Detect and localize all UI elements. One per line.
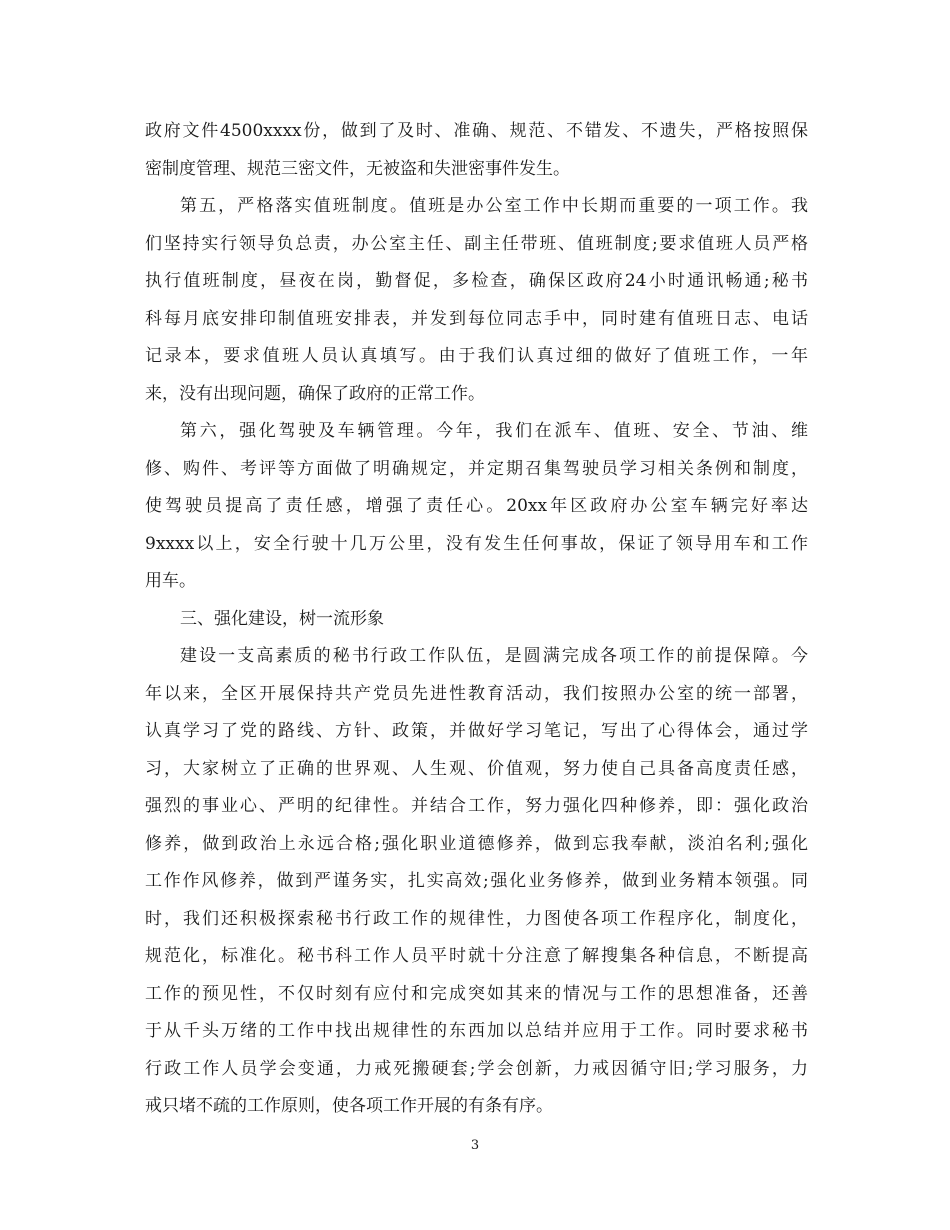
text-line: 认真学习了党的路线、方针、政策，并做好学习笔记，写出了心得体会，通过学 [145, 721, 808, 741]
text-line: 第五，严格落实值班制度。值班是办公室工作中长期而重要的一项工作。我 [180, 196, 808, 216]
text-line: 于从千头万绪的工作中找出规律性的东西加以总结并应用于工作。同时要求秘书 [145, 1021, 808, 1041]
text-line: 修、购件、考评等方面做了明确规定，并定期召集驾驶员学习相关条例和制度， [145, 458, 808, 479]
text-line: 密制度管理、规范三密文件，无被盗和失泄密事件发生。 [145, 158, 570, 179]
text-line: 记录本，要求值班人员认真填写。由于我们认真过细的做好了值班工作，一年 [145, 346, 808, 366]
text-line: 来，没有出现问题，确保了政府的正常工作。 [145, 383, 485, 404]
text-line: 执行值班制度，昼夜在岗，勤督促，多检查，确保区政府24小时通讯畅通;秘书 [145, 271, 808, 291]
text-line: 政府文件4500xxxx份，做到了及时、准确、规范、不错发、不遗失，严格按照保 [145, 121, 808, 141]
text-line: 建设一支高素质的秘书行政工作队伍，是圆满完成各项工作的前提保障。今 [180, 646, 808, 666]
text-line: 规范化，标准化。秘书科工作人员平时就十分注意了解搜集各种信息，不断提高 [145, 946, 808, 966]
body-text [145, 113, 808, 1126]
text-line: 们坚持实行领导负总责，办公室主任、副主任带班、值班制度;要求值班人员严格 [145, 233, 808, 254]
text-line: 行政工作人员学会变通，力戒死搬硬套;学会创新，力戒因循守旧;学习服务，力 [145, 1058, 808, 1079]
text-line: 戒只堵不疏的工作原则，使各项工作开展的有条有序。 [145, 1096, 553, 1116]
text-line: 年以来，全区开展保持共产党员先进性教育活动，我们按照办公室的统一部署， [145, 683, 808, 704]
text-line: 9xxxx以上，安全行驶十几万公里，没有发生任何事故，保证了领导用车和工作 [145, 533, 808, 554]
text-line: 工作作风修养，做到严谨务实，扎实高效;强化业务修养，做到业务精本领强。同 [145, 871, 808, 891]
text-line: 强烈的事业心、严明的纪律性。并结合工作，努力强化四种修养，即：强化政治 [145, 796, 808, 816]
text-line: 工作的预见性，不仅时刻有应付和完成突如其来的情况与工作的思想准备，还善 [145, 983, 808, 1004]
section-heading: 三、强化建设，树一流形象 [180, 608, 384, 629]
text-line: 使驾驶员提高了责任感，增强了责任心。20xx年区政府办公室车辆完好率达 [145, 496, 808, 516]
text-line: 习，大家树立了正确的世界观、人生观、价值观，努力使自己具备高度责任感， [145, 758, 808, 779]
text-line: 科每月底安排印制值班安排表，并发到每位同志手中，同时建有值班日志、电话 [145, 308, 808, 329]
text-line: 用车。 [145, 571, 196, 591]
text-line: 第六，强化驾驶及车辆管理。今年，我们在派车、值班、安全、节油、维 [180, 421, 808, 441]
text-line: 时，我们还积极探索秘书行政工作的规律性，力图使各项工作程序化，制度化， [145, 908, 808, 929]
text-line: 修养，做到政治上永远合格;强化职业道德修养，做到忘我奉献，淡泊名利;强化 [145, 833, 808, 854]
page-number: 3 [470, 1138, 480, 1153]
